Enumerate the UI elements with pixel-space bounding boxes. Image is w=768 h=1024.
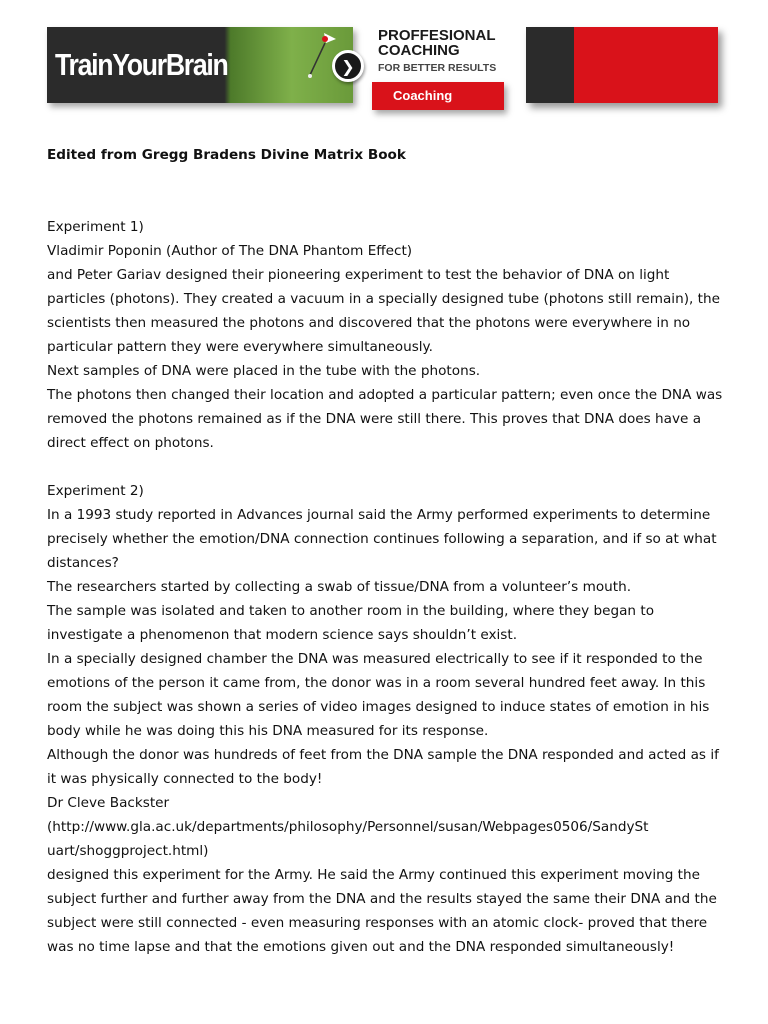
- logo-text: TrainYourBrain: [55, 47, 228, 82]
- professional-coaching-title: PROFFESIONAL COACHING: [378, 27, 496, 59]
- document-heading: Edited from Gregg Bradens Divine Matrix Book: [47, 147, 406, 163]
- document-body: [47, 143, 727, 959]
- coaching-button[interactable]: Coaching: [372, 82, 504, 110]
- experiment1-paragraph: The photons then changed their location and adopted a particular pattern; even once the DNA was removed the photons remained as if the DNA were still there. This proves that DNA does have a direct effect on photons.: [47, 387, 723, 451]
- experiment1-author: Vladimir Poponin (Author of The DNA Phantom Effect): [47, 243, 413, 259]
- experiment2-paragraph: The sample was isolated and taken to another room in the building, where they began to investigate a phenomenon that modern science says shouldn’t exist.: [47, 603, 655, 643]
- experiment1-title: Experiment 1): [47, 219, 144, 235]
- experiment2-link[interactable]: (http://www.gla.ac.uk/departments/philosophy/Personnel/susan/Webpages0506/SandySt uart/shoggproject.html): [47, 819, 649, 859]
- spacer: [47, 167, 727, 215]
- better-results-subtitle: FOR BETTER RESULTS: [378, 62, 497, 74]
- experiment2-paragraph: The researchers started by collecting a swab of tissue/DNA from a volunteer’s mouth.: [47, 579, 632, 595]
- experiment1-paragraph: Next samples of DNA were placed in the tube with the photons.: [47, 363, 481, 379]
- experiment2-paragraph: Although the donor was hundreds of feet from the DNA sample the DNA responded and acted as if it was physically connected to the body!: [47, 747, 719, 787]
- experiment2-paragraph: In a specially designed chamber the DNA was measured electrically to see if it responded to the emotions of the person it came from, the donor was in a room several hundred feet away. In this room the subject was shown a series of video images designed to induce states of emotion in his body while he was doing this his DNA measured for its response.: [47, 651, 710, 739]
- spacer: [47, 455, 727, 479]
- decorative-color-block: [526, 27, 718, 103]
- experiment2-researcher: Dr Cleve Backster: [47, 795, 170, 811]
- experiment2-paragraph: In a 1993 study reported in Advances journal said the Army performed experiments to determine precisely whether the emotion/DNA connection continues following a separation, and if so at what distances?: [47, 507, 717, 571]
- train-your-brain-logo-banner[interactable]: [47, 27, 353, 103]
- experiment2-paragraph: designed this experiment for the Army. He said the Army continued this experiment moving the subject further and further away from the DNA and the results stayed the same their DNA and the subject were still connected - even measuring responses with an atomic clock- proved that there was no time lapse and that the emotions given out and the DNA responded simultaneously!: [47, 867, 717, 955]
- arrow-right-icon[interactable]: ❯: [332, 50, 364, 82]
- experiment1-paragraph: and Peter Gariav designed their pioneering experiment to test the behavior of DNA on light particles (photons). They created a vacuum in a specially designed tube (photons still remain), the scientists then measured the photons and discovered that the photons were everywhere in no particular pattern they were everywhere simultaneously.: [47, 267, 720, 355]
- experiment2-title: Experiment 2): [47, 483, 144, 499]
